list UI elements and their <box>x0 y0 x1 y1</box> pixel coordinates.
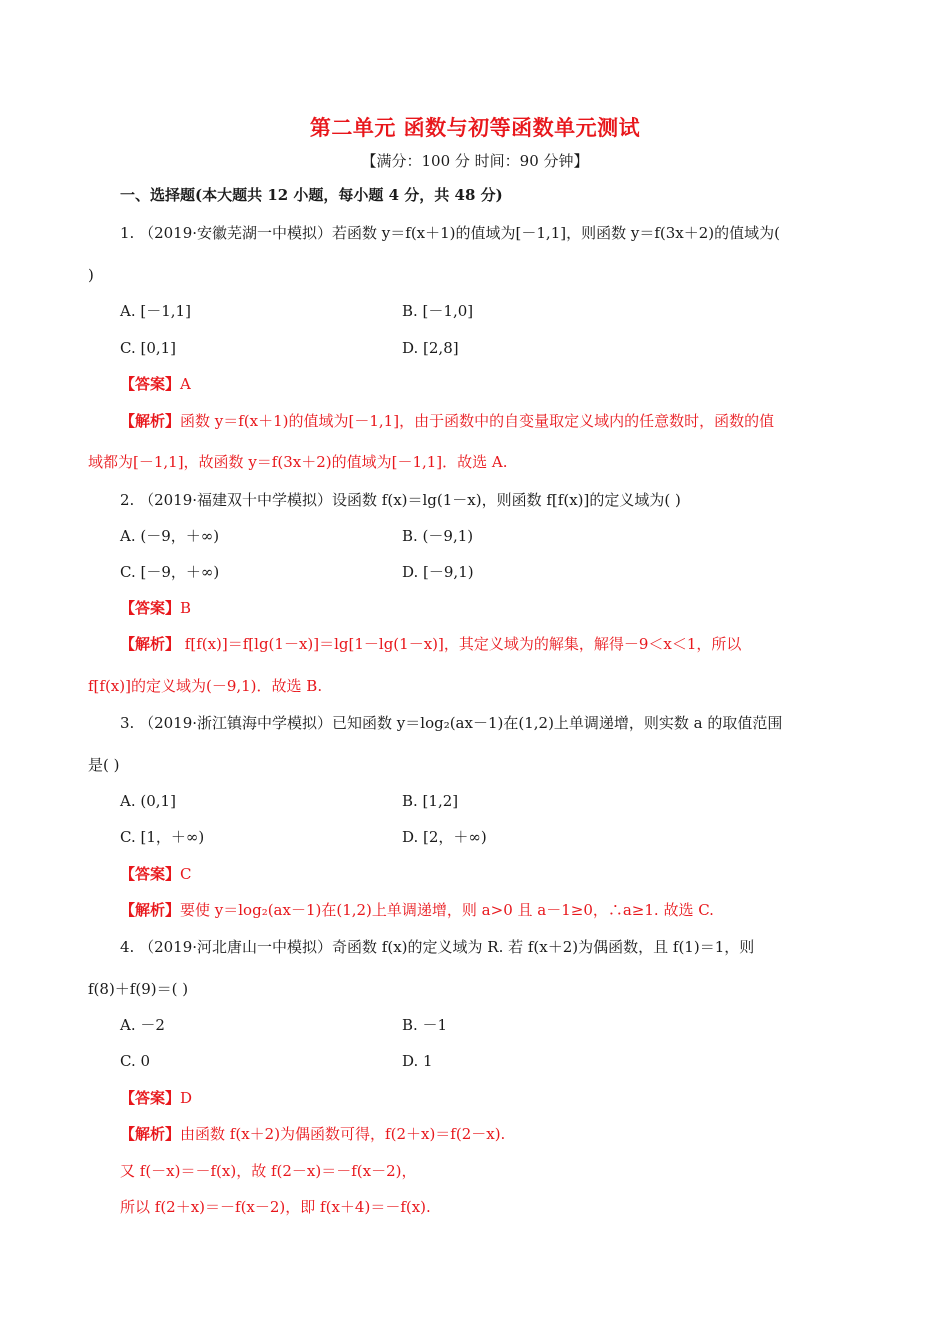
analysis-tag: 【解析】 <box>120 1125 181 1143</box>
question-3-option-c: C. [1，＋∞) <box>120 828 205 846</box>
question-2-analysis-cont: f[f(x)]的定义域为(－9,1)．故选 B. <box>88 677 323 695</box>
question-3-option-d: D. [2，＋∞) <box>402 828 487 846</box>
question-4-option-a: A. －2 <box>120 1016 165 1034</box>
question-1-answer <box>120 373 191 395</box>
answer-tag: 【答案】 <box>120 599 181 617</box>
question-4-analysis <box>120 1123 505 1145</box>
analysis-text: 函数 y＝f(x＋1)的值域为[－1,1]，由于函数中的自变量取定义域内的任意数时，函数的值 <box>180 412 775 430</box>
question-3-answer <box>120 863 192 885</box>
answer-value: D <box>180 1089 193 1107</box>
question-2-option-c: C. [－9，＋∞) <box>120 563 220 581</box>
question-4-analysis-line2: 又 f(－x)＝－f(x)，故 f(2－x)＝－f(x－2)， <box>120 1162 417 1180</box>
answer-tag: 【答案】 <box>120 865 181 883</box>
answer-value: C <box>180 865 192 883</box>
question-3-option-b: B. [1,2] <box>402 792 459 810</box>
question-3-text-cont: 是( ) <box>88 756 120 774</box>
question-1-option-c: C. [0,1] <box>120 339 177 357</box>
question-4-analysis-line3: 所以 f(2＋x)＝－f(x－2)，即 f(x＋4)＝－f(x). <box>120 1198 431 1216</box>
question-4-text: 4. （2019·河北唐山一中模拟）奇函数 f(x)的定义域为 R. 若 f(x＋2)为偶函数，且 f(1)＝1，则 <box>120 938 755 956</box>
question-4-answer <box>120 1087 192 1109</box>
question-4-option-d: D. 1 <box>402 1052 433 1070</box>
question-1-analysis <box>120 410 774 432</box>
question-1-option-a: A. [－1,1] <box>120 302 191 320</box>
question-2-analysis <box>120 633 741 655</box>
question-1-analysis-cont: 域都为[－1,1]，故函数 y＝f(3x＋2)的值域为[－1,1]．故选 A. <box>88 453 508 471</box>
question-2-text: 2. （2019·福建双十中学模拟）设函数 f(x)＝lg(1－x)，则函数 f[f(x)]的定义域为( ) <box>120 491 681 509</box>
question-2-option-a: A. (－9，＋∞) <box>120 527 220 545</box>
page-title: 第二单元 函数与初等函数单元测试 <box>309 115 641 140</box>
analysis-text: f[f(x)]＝f[lg(1－x)]＝lg[1－lg(1－x)]，其定义域为的解集，解得－9＜x＜1，所以 <box>180 635 742 653</box>
analysis-text: 由函数 f(x＋2)为偶函数可得，f(2＋x)＝f(2－x). <box>180 1125 506 1143</box>
question-4-option-c: C. 0 <box>120 1052 151 1070</box>
question-1-text: 1. （2019·安徽芜湖一中模拟）若函数 y＝f(x＋1)的值域为[－1,1]，则函数 y＝f(3x＋2)的值域为( <box>120 224 780 242</box>
analysis-text: 要使 y＝log₂(ax－1)在(1,2)上单调递增，则 a>0 且 a－1≥0，∴a≥1. 故选 C. <box>180 901 714 919</box>
question-1-text-cont: ) <box>88 266 94 284</box>
answer-value: B <box>180 599 192 617</box>
question-4-option-b: B. －1 <box>402 1016 448 1034</box>
answer-tag: 【答案】 <box>120 1089 181 1107</box>
question-3-option-a: A. (0,1] <box>120 792 176 810</box>
answer-tag: 【答案】 <box>120 375 181 393</box>
question-3-text: 3. （2019·浙江镇海中学模拟）已知函数 y＝log₂(ax－1)在(1,2)上单调递增，则实数 a 的取值范围 <box>120 714 783 732</box>
answer-value: A <box>180 375 191 393</box>
question-2-option-d: D. [－9,1) <box>402 563 474 581</box>
score-time-info: 【满分：100 分 时间：90 分钟】 <box>361 152 589 170</box>
question-3-analysis <box>120 899 714 921</box>
analysis-tag: 【解析】 <box>120 901 181 919</box>
question-2-option-b: B. (－9,1) <box>402 527 474 545</box>
analysis-tag: 【解析】 <box>120 635 181 653</box>
analysis-tag: 【解析】 <box>120 412 181 430</box>
question-1-option-b: B. [－1,0] <box>402 302 474 320</box>
question-2-answer <box>120 597 191 619</box>
question-4-text-cont: f(8)＋f(9)＝( ) <box>88 980 189 998</box>
section-heading: 一、选择题(本大题共 12 小题，每小题 4 分，共 48 分) <box>120 186 503 204</box>
question-1-option-d: D. [2,8] <box>402 339 459 357</box>
